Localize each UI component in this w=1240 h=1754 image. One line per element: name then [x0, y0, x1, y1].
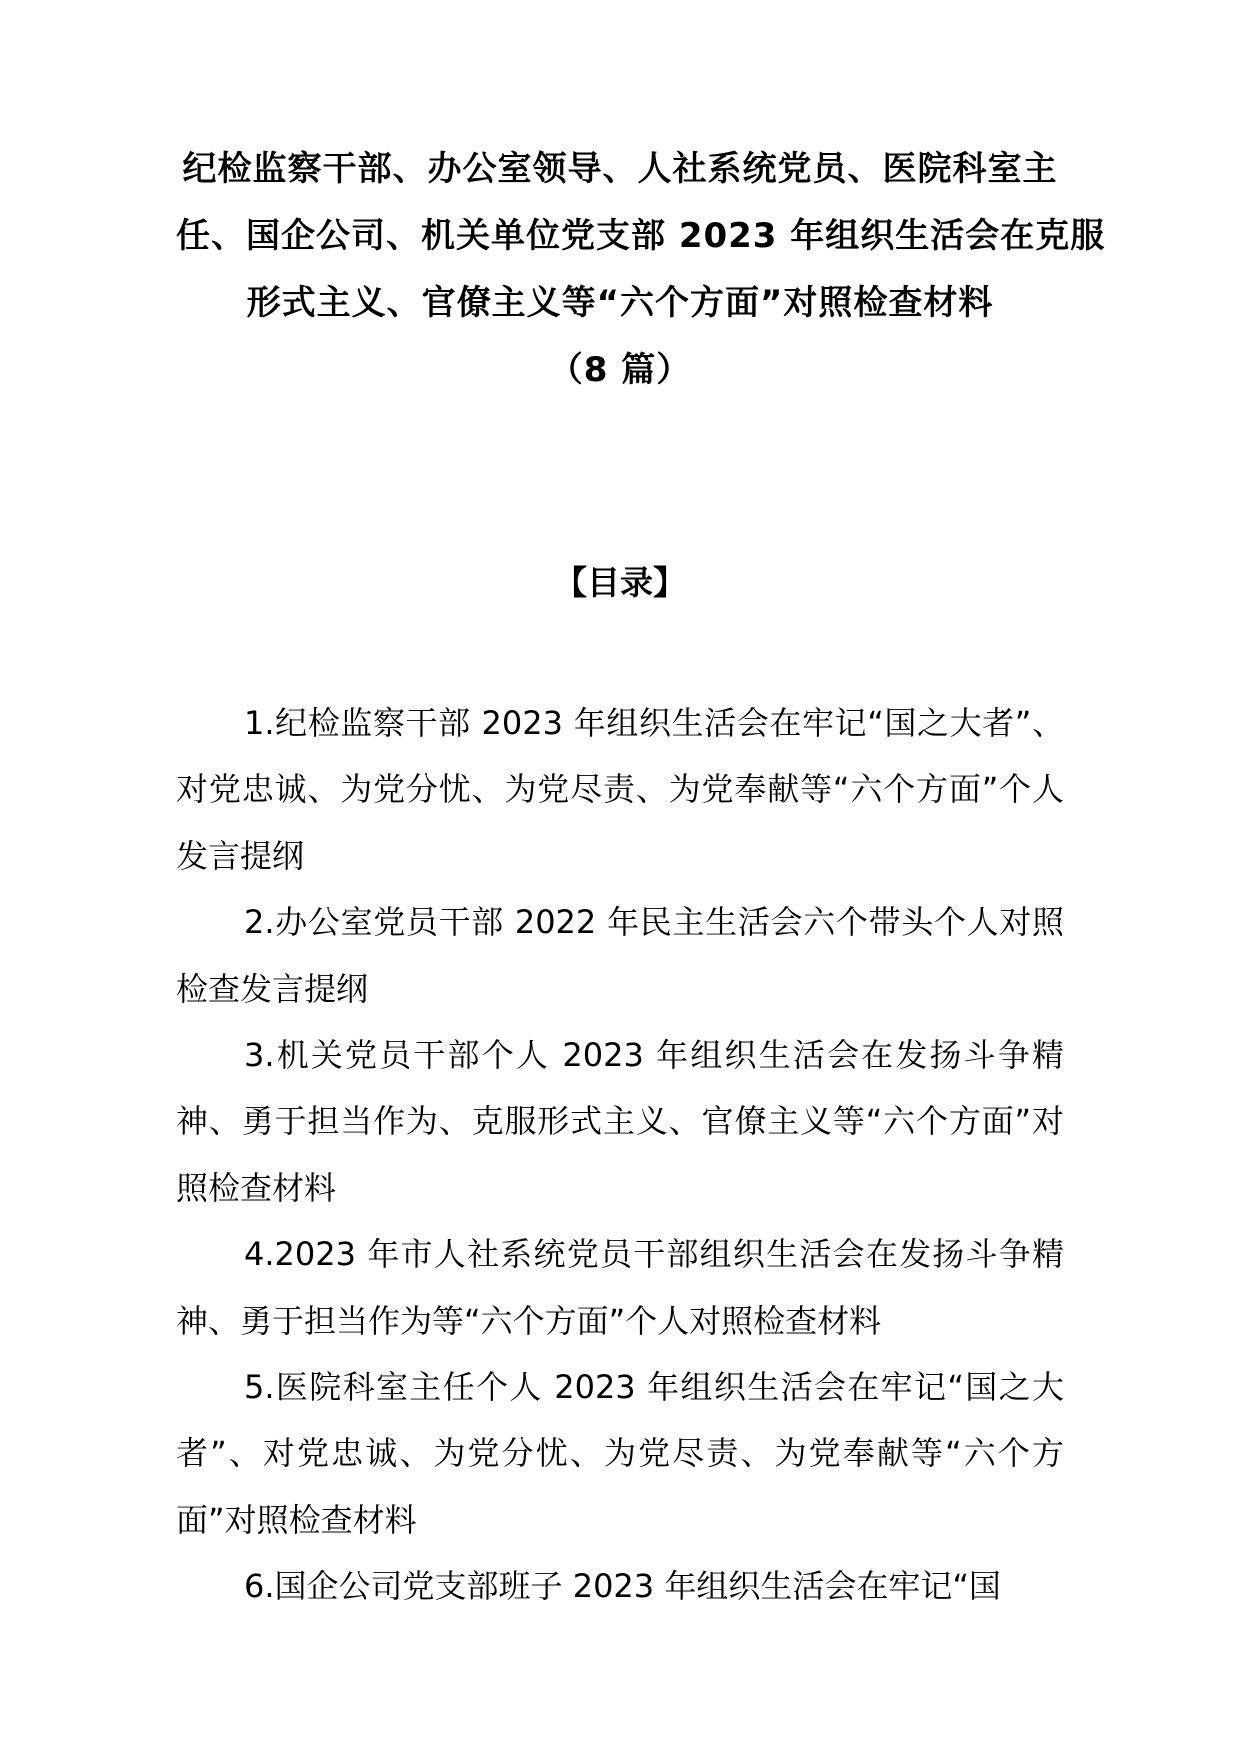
title-line: 纪检监察干部、办公室领导、人社系统党员、医院科室主 — [182, 149, 1058, 189]
toc-item: 6.国企公司党支部班子 2023 年组织生活会在牢记“国 — [244, 1567, 1001, 1606]
toc-item: 5.医院科室主任个人 2023 年组织生活会在牢记“国之大者”、对党忠诚、为党分忧、为党尽责、为党奉献等“六个方面”对照检查材料 — [176, 1368, 1064, 1539]
table-of-contents — [176, 690, 1064, 1619]
toc-item: 2.办公室党员干部 2022 年民主生活会六个带头个人对照检查发言提纲 — [176, 903, 1064, 1008]
toc-item: 1.纪检监察干部 2023 年组织生活会在牢记“国之大者”、对党忠诚、为党分忧、为党尽责、为党奉献等“六个方面”个人发言提纲 — [176, 704, 1064, 875]
title-line: 形式主义、官僚主义等“六个方面”对照检查材料 — [246, 283, 994, 323]
document-title — [176, 136, 1106, 404]
title-line: 任、国企公司、机关单位党支部 2023 年组织生活会在克服 — [176, 216, 1106, 256]
toc-item: 4.2023 年市人社系统党员干部组织生活会在发扬斗争精神、勇于担当作为等“六个方面”个人对照检查材料 — [176, 1235, 1064, 1340]
toc-heading: 【目录】 — [554, 563, 686, 602]
toc-item: 3.机关党员干部个人 2023 年组织生活会在发扬斗争精神、勇于担当作为、克服形式主义、官僚主义等“六个方面”对照检查材料 — [176, 1036, 1064, 1207]
title-subtitle: （8 篇） — [548, 350, 692, 390]
